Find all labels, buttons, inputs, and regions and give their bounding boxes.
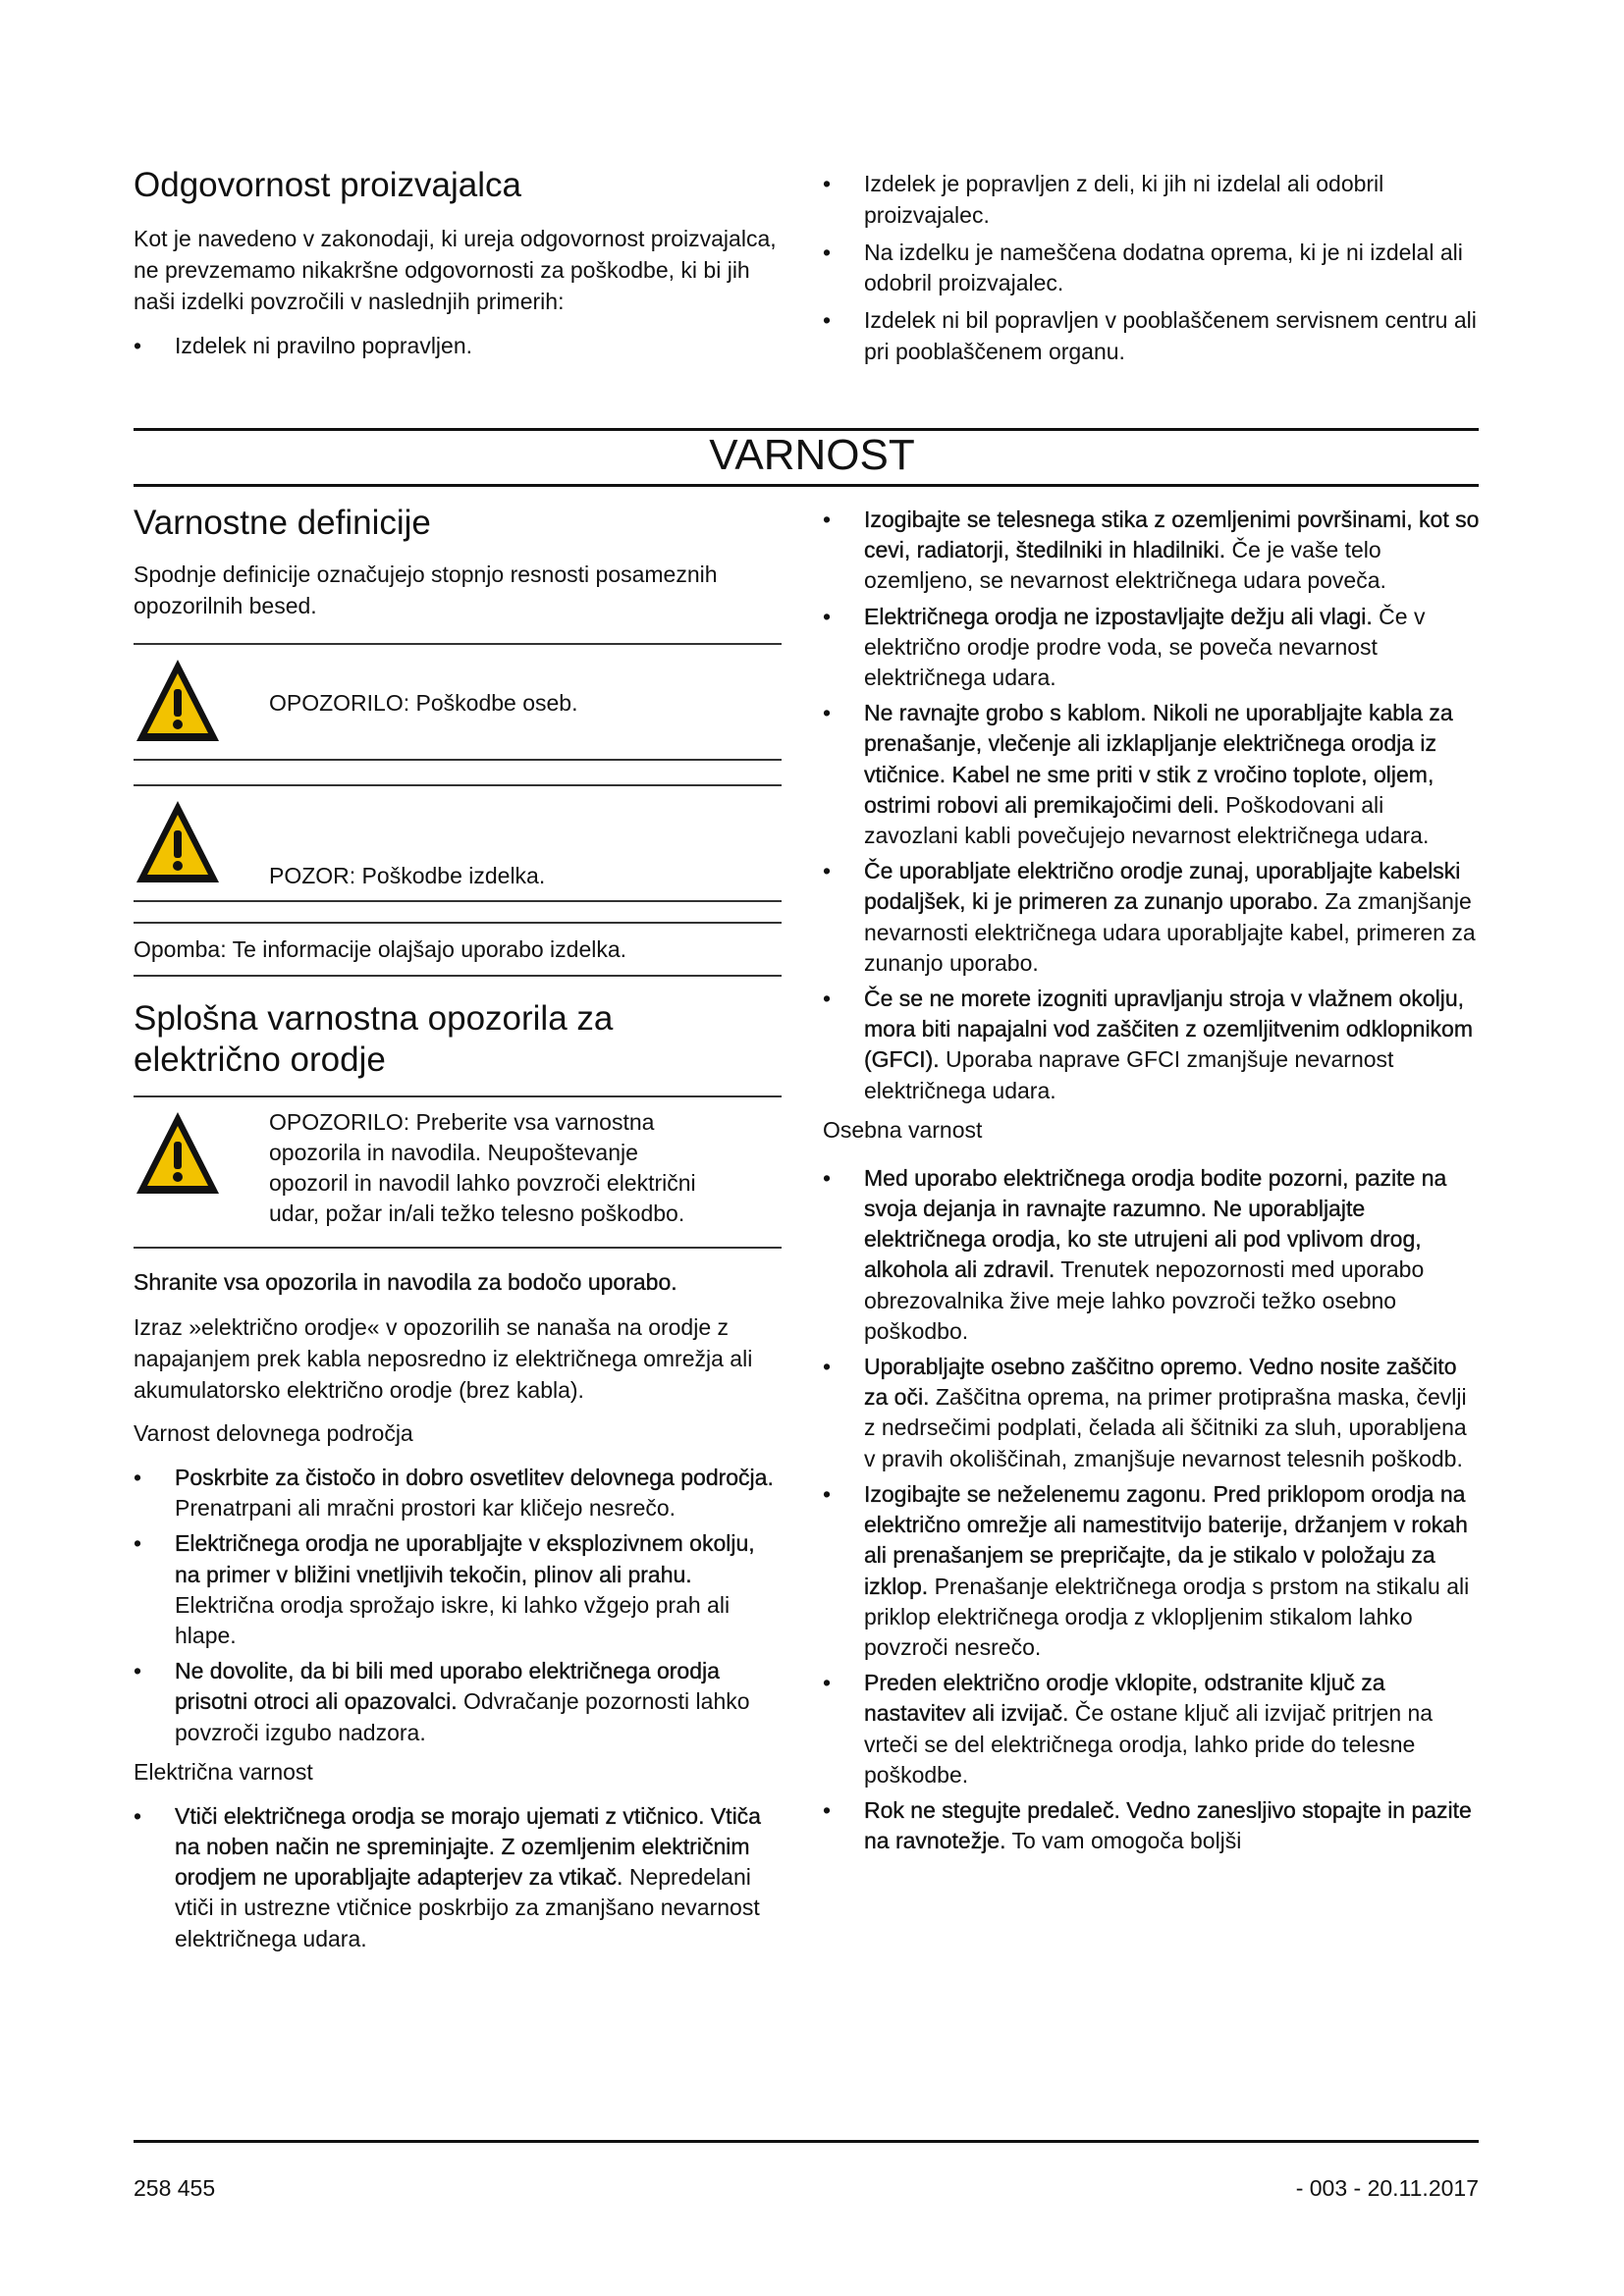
section-rule-bottom: [134, 484, 1479, 487]
list-item: • Izdelek je popravljen z deli, ki jih ni izdelal ali odobril proizvajalec.: [823, 169, 1481, 232]
section-title: VARNOST: [709, 431, 915, 479]
keep-instructions-text: Shranite vsa opozorila in navodila za bodočo uporabo.: [134, 1268, 677, 1295]
list-item: • Izdelek ni pravilno popravljen.: [134, 331, 782, 362]
revision-date: - 003 - 20.11.2017: [1295, 2175, 1479, 2201]
caution-definition-text: POZOR: Poškodbe izdelka.: [269, 863, 546, 889]
note-definition-box: Opomba: Te informacije olajšajo uporabo izdelka.: [134, 922, 782, 977]
work-area-list: [134, 1463, 782, 1748]
safety-left-column: [134, 503, 782, 1959]
list-item: • Poskrbite za čistočo in dobro osvetlitev delovnega področja. Prenatrpani ali mračni prostori kar kličejo nesrečo.: [134, 1463, 782, 1523]
definitions-heading: Varnostne definicije: [134, 504, 431, 542]
manufacturer-liability-left: [134, 165, 782, 368]
warning-triangle-icon: [134, 1109, 222, 1198]
list-item: • Na izdelku je nameščena dodatna oprema, ki je ni izdelal ali odobril proizvajalec.: [823, 238, 1481, 300]
list-item: • Ne dovolite, da bi bili med uporabo električnega orodja prisotni otroci ali opazovalci. Odvračanje pozornosti lahko povzroči izgubo nadzora.: [134, 1656, 782, 1748]
list-item: • Preden električno orodje vklopite, odstranite ključ za nastavitev ali izvijač. Če ostane ključ ali izvijač pritrjen na vrteči se del električnega orodja, lahko pride do telesne poškodbe.: [823, 1668, 1481, 1790]
list-item: • Ne ravnajte grobo s kablom. Nikoli ne uporabljajte kabla za prenašanje, vlečenje ali izklapljanje električnega orodja iz vtičnice. Kabel ne sme priti v stik z vročino toplote, oljem, ostrimi robovi ali premikajočimi deli. Poškodovani ali zavozlani kabli povečujejo nevarnost električnega udara.: [823, 698, 1481, 851]
manufacturer-heading: Odgovornost proizvajalca: [134, 166, 521, 204]
power-tool-term-text: Izraz »električno orodje« v opozorilih se nanaša na orodje z napajanjem prek kabla neposredno iz električnega omrežja ali akumulatorsko električno orodje (brez kabla).: [134, 1313, 753, 1403]
caution-definition-box: [134, 784, 782, 902]
list-item: • Električnega orodja ne izpostavljajte dežju ali vlagi. Če v električno orodje prodre voda, se poveča nevarnost električnega udara.: [823, 602, 1481, 694]
general-warning-text: OPOZORILO: Preberite vsa varnostna opozorila in navodila. Neupoštevanje opozoril in navodil lahko povzroči električni udar, požar in/ali težko telesno poškodbo.: [269, 1108, 696, 1226]
warning-label: OPOZORILO:: [269, 690, 410, 717]
list-item: • Izogibajte se telesnega stika z ozemljenimi površinami, kot so cevi, radiatorji, štedilniki in hladilniki. Če je vaše telo ozemljeno, se nevarnost električnega udara poveča.: [823, 505, 1481, 597]
list-item: • Uporabljajte osebno zaščitno opremo. Vedno nosite zaščito za oči. Zaščitna oprema, na primer protiprašna maska, čevlji z nedrsečimi podplati, čelada ali ščitniki za sluh, uporabljena v pravih okoliščinah, zmanjšuje nevarnost telesnih poškodb.: [823, 1352, 1481, 1474]
personal-safety-heading: Osebna varnost: [823, 1116, 983, 1143]
document-number: 258 455: [134, 2175, 216, 2201]
manufacturer-liability-right: [823, 169, 1481, 374]
list-item: • Med uporabo električnega orodja bodite pozorni, pazite na svoja dejanja in ravnajte razumno. Ne uporabljajte električnega orodja, ko ste utrujeni ali pod vplivom drog, alkohola ali zdravil. Trenutek nepozornosti med uporabo obrezovalnika žive meje lahko povzroči težko osebno poškodbo.: [823, 1163, 1481, 1347]
footer-rule: [134, 2140, 1479, 2143]
manufacturer-right-list: [823, 169, 1481, 368]
list-item: • Izogibajte se neželenemu zagonu. Pred priklopom orodja na električno omrežje ali namestitvijo baterije, držanjem v rokah ali prenašanjem se prepričajte, da je stikalo v položaju za izklop. Prenašanje električnega orodja s prstom na stikalu ali priklop električnega orodja z vklopljenim stikalom lahko povzroči nesrečo.: [823, 1479, 1481, 1663]
personal-safety-list: [823, 1163, 1481, 1856]
list-item: • Električnega orodja ne uporabljajte v eksplozivnem okolju, na primer v bližini vnetljivih tekočin, plinov ali prahu. Električna orodja sprožajo iskre, ki lahko vžgejo prah ali hlape.: [134, 1528, 782, 1651]
safety-right-column: [823, 505, 1481, 1861]
warning-label: OPOZORILO:: [269, 1108, 410, 1135]
general-warnings-heading: Splošna varnostna opozorila za električno orodje: [134, 999, 614, 1079]
warning-definition-text: OPOZORILO: Poškodbe oseb.: [269, 690, 578, 717]
manufacturer-intro: Kot je navedeno v zakonodaji, ki ureja odgovornost proizvajalca, ne prevzemamo nikakršne odgovornosti za poškodbe, ki bi jih naši izdelki povzročili v naslednjih primerih:: [134, 226, 777, 315]
definitions-intro: Spodnje definicije označujejo stopnjo resnosti posameznih opozorilnih besed.: [134, 561, 718, 619]
electrical-safety-list-right: [823, 505, 1481, 1106]
caution-label: POZOR:: [269, 863, 356, 889]
general-warning-box: [134, 1095, 782, 1249]
note-label: Opomba:: [134, 936, 227, 963]
warning-triangle-icon: [134, 657, 222, 745]
list-item: • Rok ne stegujte predaleč. Vedno zanesljivo stopajte in pazite na ravnotežje. To vam omogoča boljši: [823, 1795, 1481, 1856]
list-item: • Če se ne morete izogniti upravljanju stroja v vlažnem okolju, mora biti napajalni vod zaščiten z ozemljitvenim odklopnikom (GFCI). Uporaba naprave GFCI zmanjšuje nevarnost električnega udara.: [823, 984, 1481, 1106]
list-item: • Izdelek ni bil popravljen v pooblaščenem servisnem centru ali pri pooblaščenem organu.: [823, 305, 1481, 368]
manufacturer-left-list: [134, 331, 782, 362]
warning-triangle-icon: [134, 798, 222, 886]
electrical-safety-list-left: [134, 1801, 782, 1954]
list-item: • Vtiči električnega orodja se morajo ujemati z vtičnico. Vtiča na noben način ne spreminjajte. Z ozemljenim električnim orodjem ne uporabljajte adapterjev za vtikač. Nepredelani vtiči in ustrezne vtičnice poskrbijo za zmanjšano nevarnost električnega udara.: [134, 1801, 782, 1954]
electrical-safety-heading: Električna varnost: [134, 1758, 313, 1785]
work-area-heading: Varnost delovnega področja: [134, 1419, 413, 1446]
warning-definition-box: [134, 643, 782, 761]
list-item: • Če uporabljate električno orodje zunaj, uporabljajte kabelski podaljšek, ki je primeren za zunanjo uporabo. Za zmanjšanje nevarnosti električnega udara uporabljajte kabel, primeren za zunanjo uporabo.: [823, 856, 1481, 979]
